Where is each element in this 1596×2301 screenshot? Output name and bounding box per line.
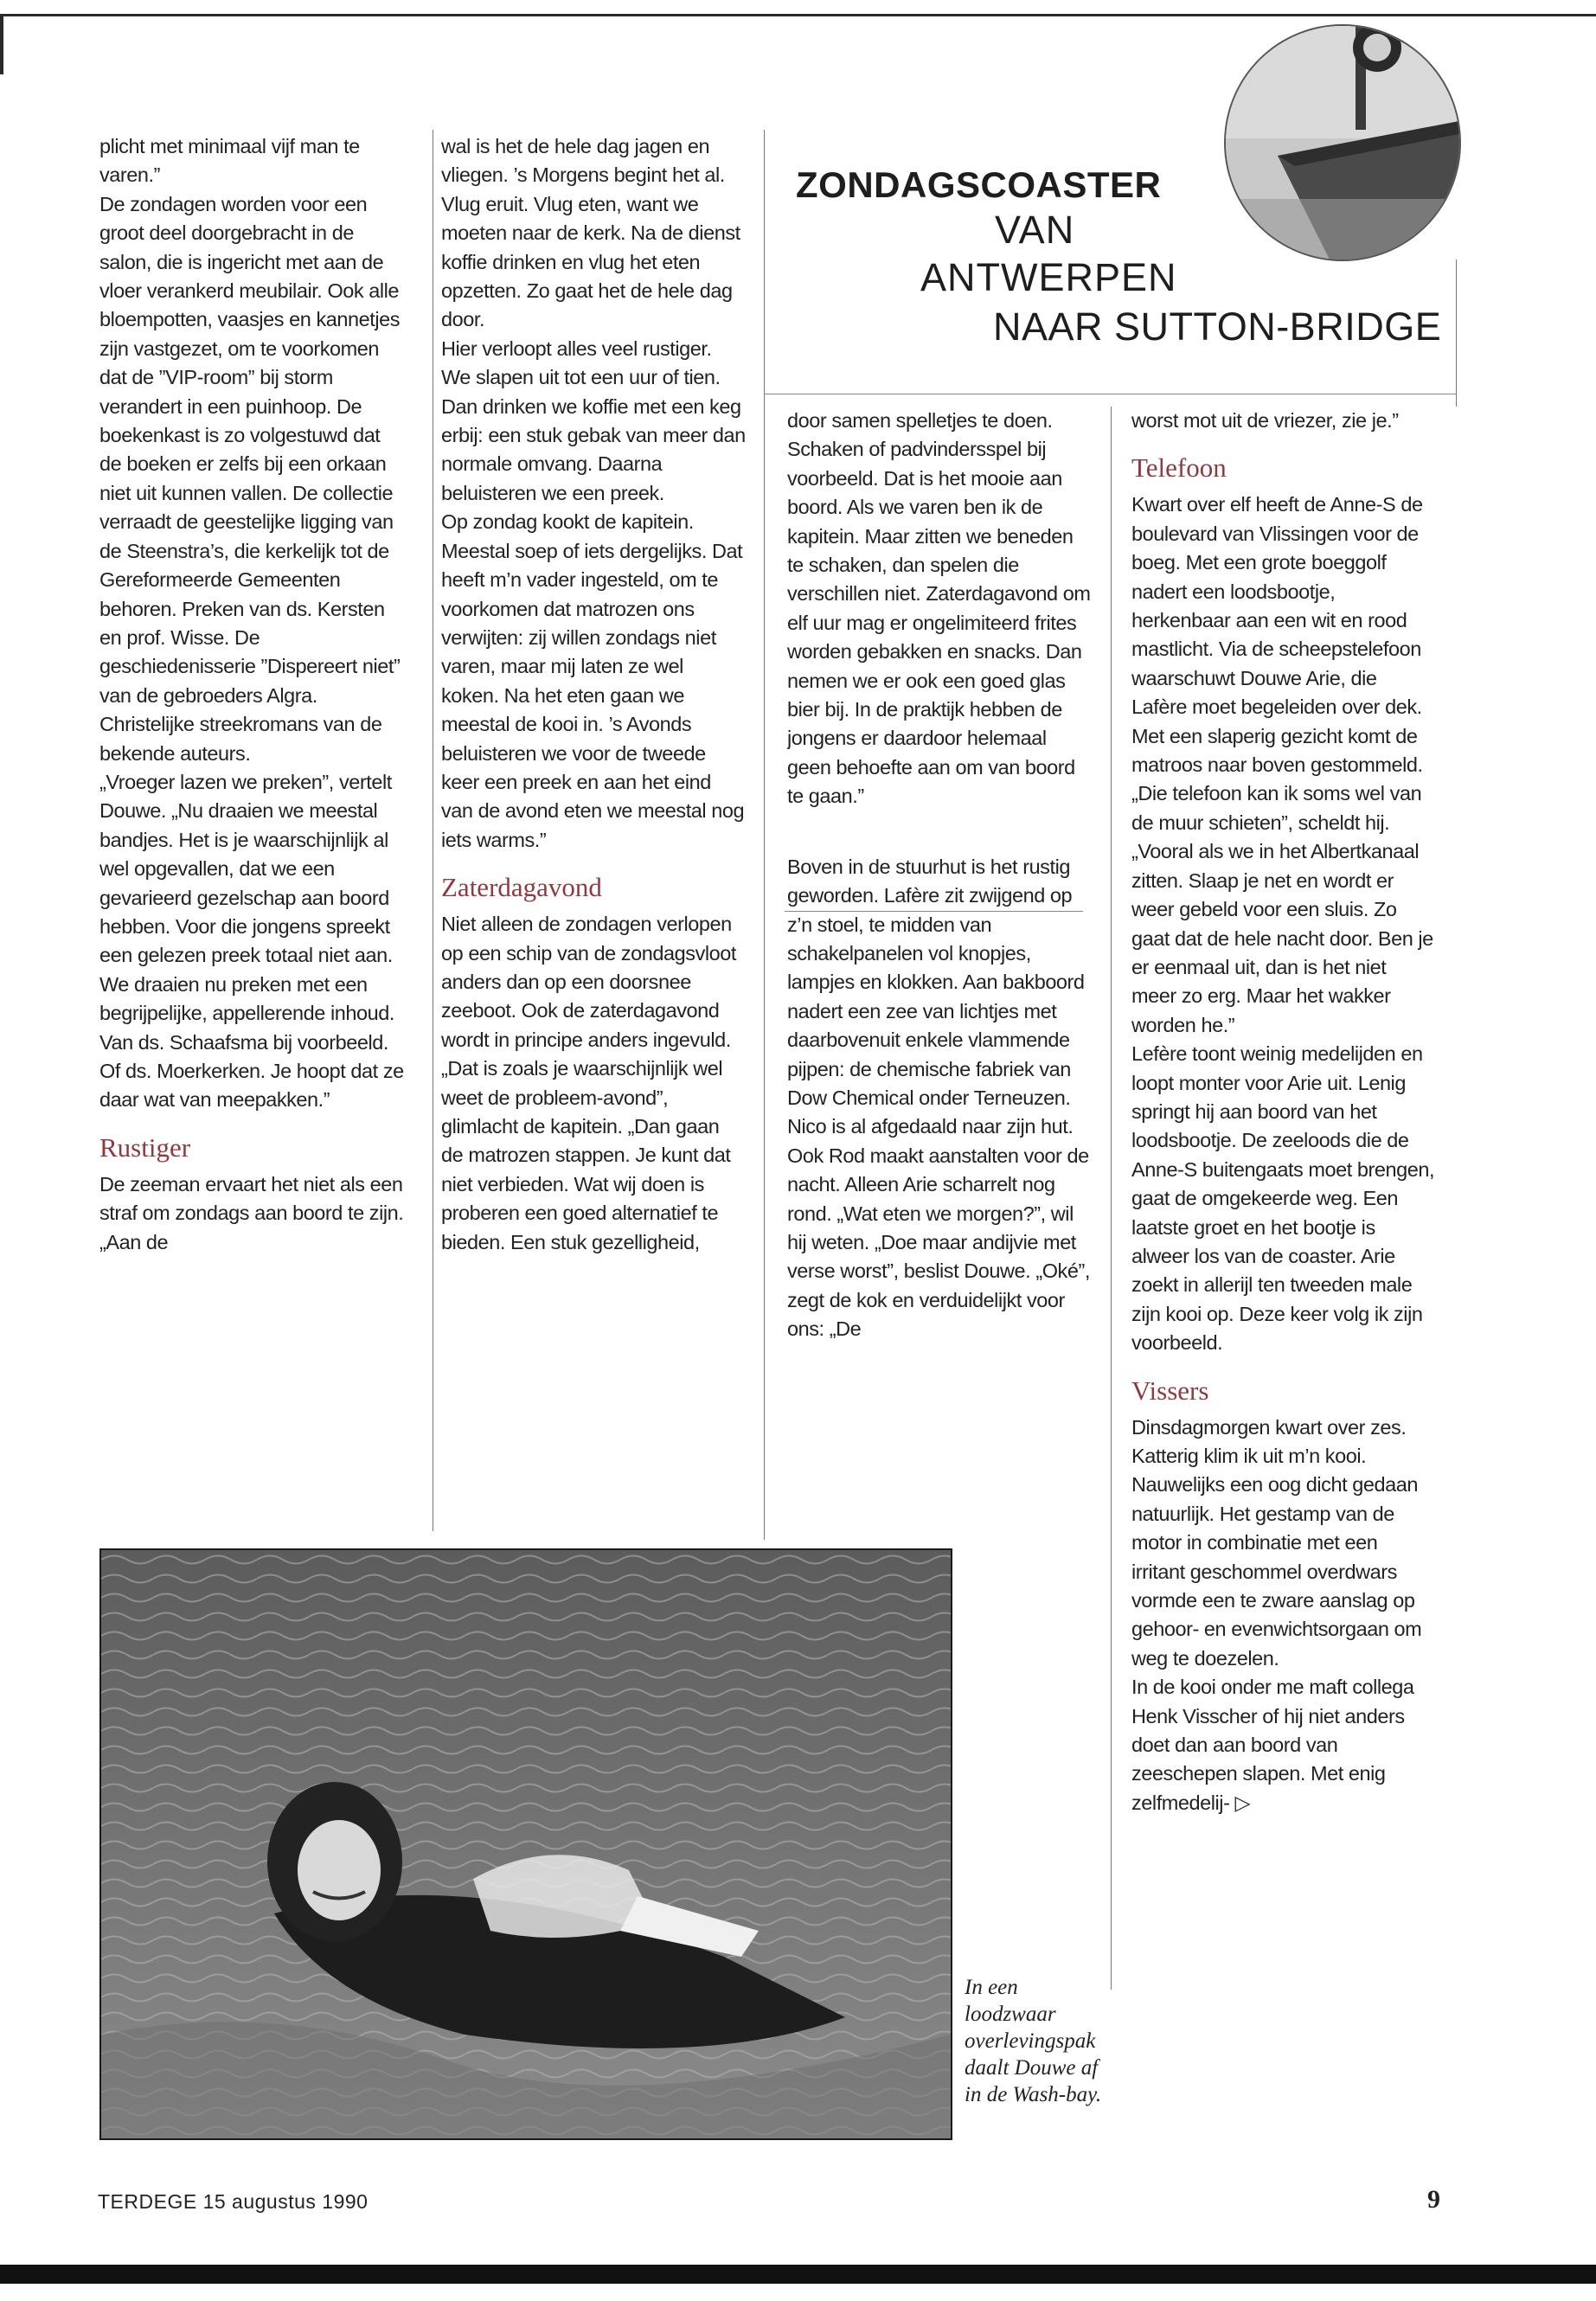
section-heading: Vissers	[1131, 1375, 1209, 1406]
paragraph: door samen spelletjes te doen. Schaken of padvindersspel bij voorbeeld. Dat is het mooie aan boord. Als we varen ben ik de kapitein. Maar zitten we beneden te schaken, dan spelen die verschillen niet. Zaterdagavond om elf uur mag er ongelimiteerd frites worden gebakken en snacks. Dan nemen we er ook een goed glas bier bij. In de praktijk hebben de jongens er daardoor helemaal geen behoefte aan om van boord te gaan.”	[787, 409, 1091, 808]
paragraph: Op zondag kookt de kapitein. Meestal soep of iets dergelijks. Dat heeft m’n vader ingesteld, om te voorkomen dat matrozen ons verwijten: zij willen zondags niet varen, maar mij laten ze wel koken. Na het eten gaan we meestal de kooi in. ’s Avonds beluisteren we voor de tweede keer een preek en aan het eind van de avond eten we meestal nog iets warms.”	[441, 510, 745, 851]
ship-roundel-image	[1224, 24, 1461, 261]
page-number: 9	[1427, 2185, 1440, 2214]
paragraph: Boven in de stuurhut is het rustig geworden. Lafère zit zwijgend op z’n stoel, te midden van schakelpanelen vol knopjes, lampjes en klokken. Aan bakboord nadert een zee van lichtjes met daarbovenuit enkele vlammende pijpen: de chemische fabriek van Dow Chemical onder Terneuzen. Nico is al afgedaald naar zijn hut. Ook Rod maakt aanstalten voor de nacht. Alleen Arie scharrelt nog rond. „Wat eten we morgen?”, wil hij weten. „Doe maar andijvie met verse worst”, beslist Douwe. „Oké”, zegt de kok en verduidelijkt voor ons: „De	[787, 855, 1090, 1341]
paragraph: plicht met minimaal vijf man te varen.”	[99, 135, 360, 187]
paragraph: „Die telefoon kan ik soms wel van de muur schieten”, scheldt hij. „Vooral als we in het Albertkanaal zitten. Slaap je net en wordt er weer gebeld voor een sluis. Zo gaat dat de hele nacht door. Ben je er eenmaal uit, dan is het niet meer zo erg. Maar het wakker worden he.”	[1131, 782, 1433, 1036]
paragraph: Niet alleen de zondagen verlopen op een schip van de zondagsvloot anders dan op een doorsnee zeeboot. Ook de zaterdagavond wordt in principe anders ingevuld. „Dat is zoals je waarschijnlijk wel weet de probleem-avond”, glimlacht de kapitein. „Dan gaan de matrozen stappen. Je kunt dat niet verbieden. Wat wij doen is proberen een goed alternatief te bieden. Een stuk gezelligheid,	[441, 913, 736, 1253]
footer-publication: TERDEGE 15 augustus 1990	[98, 2190, 369, 2213]
article-column-1	[99, 132, 404, 1534]
paragraph: Kwart over elf heeft de Anne-S de boulevard van Vlissingen voor de boeg. Met een grote boeggolf nadert een loodsbootje, herkenbaar aan een wit en rood mastlicht. Via de scheepstelefoon waarschuwt Douwe Arie, die Lafère moet begeleiden over dek. Met een slaperig gezicht komt de matroos naar boven gestommeld.	[1131, 493, 1423, 777]
article-title-line1: ZONDAGSCOASTER	[796, 164, 1162, 205]
article-title-line3: ANTWERPEN	[920, 255, 1177, 299]
bottom-rule	[0, 2265, 1596, 2284]
diver-photo	[99, 1548, 952, 2140]
paragraph: De zeeman ervaart het niet als een straf om zondags aan boord te zijn. „Aan de	[99, 1172, 404, 1253]
paragraph: De zondagen worden voor een groot deel doorgebracht in de salon, die is ingericht met aan de vloer verankerd meubilair. Ook alle bloempotten, vaasjes en kannetjes zijn vastgezet, om te voorkomen dat de ”VIP-room” bij storm verandert in een puinhoop. De boekenkast is zo volgestuwd dat de boeken er zelfs bij een orkaan niet uit kunnen vallen. De collectie verraadt de geestelijke ligging van de Steenstra’s, die kerkelijk tot de Gereformeerde Gemeenten behoren. Preken van ds. Kersten en prof. Wisse. De geschiedenisserie ”Dispereert niet” van de gebroeders Algra. Christelijke streekromans van de bekende auteurs.	[99, 192, 401, 765]
paragraph: In de kooi onder me maft collega Henk Visscher of hij niet anders doet dan aan boord van zeeschepen slapen. Met enig zelfmedelij- ▷	[1131, 1676, 1414, 1814]
diver-in-survival-suit-illustration	[101, 1550, 951, 2138]
article-title-line2: VAN	[995, 208, 1075, 252]
column-divider-3	[1111, 407, 1112, 1990]
photo-caption-text: In een loodzwaar overlevingspak daalt Douwe af in de Wash-bay.	[965, 1976, 1102, 2106]
paragraph: Dinsdagmorgen kwart over zes. Katterig klim ik uit m’n kooi. Nauwelijks een oog dicht gedaan natuurlijk. Het gestamp van de motor in combinatie met een irritant geschommel overdwars vormde een te zware aanslag op gehoor- en evenwichtsorgaan om weg te doezelen.	[1131, 1415, 1422, 1670]
article-column-4	[1131, 407, 1436, 2171]
photo-caption	[965, 1974, 1103, 2108]
paragraph: Lefère toont weinig medelijden en loopt monter voor Arie uit. Lenig springt hij aan boord van het loodsbootje. De zeeloods die de Anne-S buitengaats moet brengen, gaat de omgekeerde weg. Een laatste groet en het bootje is alweer los van de coaster. Arie zoekt in allerijl ten tweeden male zijn kooi op. Deze keer volg ik zijn voorbeeld.	[1131, 1042, 1435, 1355]
top-rule	[0, 14, 1596, 16]
section-heading: Zaterdagavond	[441, 872, 602, 903]
paragraph: worst mot uit de vriezer, zie je.”	[1131, 409, 1399, 432]
section-heading: Rustiger	[99, 1131, 191, 1163]
paragraph: Hier verloopt alles veel rustiger. We slapen uit tot een uur of tien. Dan drinken we koffie met een keg erbij: een stuk gebak van meer dan normale omvang. Daarna beluisteren we een preek.	[441, 336, 746, 504]
paragraph: wal is het de hele dag jagen en vliegen. ’s Morgens begint het al. Vlug eruit. Vlug eten, want we moeten naar de kerk. Na de dienst koffie drinken en vlug het eten opzetten. Zo gaat het de hele dag door.	[441, 135, 740, 331]
section-heading: Telefoon	[1131, 452, 1227, 484]
left-edge-mark	[0, 14, 3, 74]
ship-illustration	[1226, 26, 1459, 260]
title-box-right	[1456, 260, 1457, 407]
column-divider-2	[764, 130, 765, 1540]
article-title-line4: NAAR SUTTON-BRIDGE	[993, 304, 1442, 349]
paragraph: „Vroeger lazen we preken”, vertelt Douwe. „Nu draaien we meestal bandjes. Het is je waarschijnlijk al wel opgevallen, dat we een gevarieerd gezelschap aan boord hebben. Voor die jongens spreekt een gelezen preek totaal niet aan. We draaien nu preken met een begrijpelijke, appellerende inhoud. Van ds. Schaafsma bij voorbeeld. Of ds. Moerkerken. Je hoopt dat ze daar wat van meepakken.”	[99, 770, 404, 1112]
article-column-3	[787, 407, 1092, 1540]
column-gap	[787, 811, 1092, 853]
article-column-2	[441, 132, 746, 1534]
